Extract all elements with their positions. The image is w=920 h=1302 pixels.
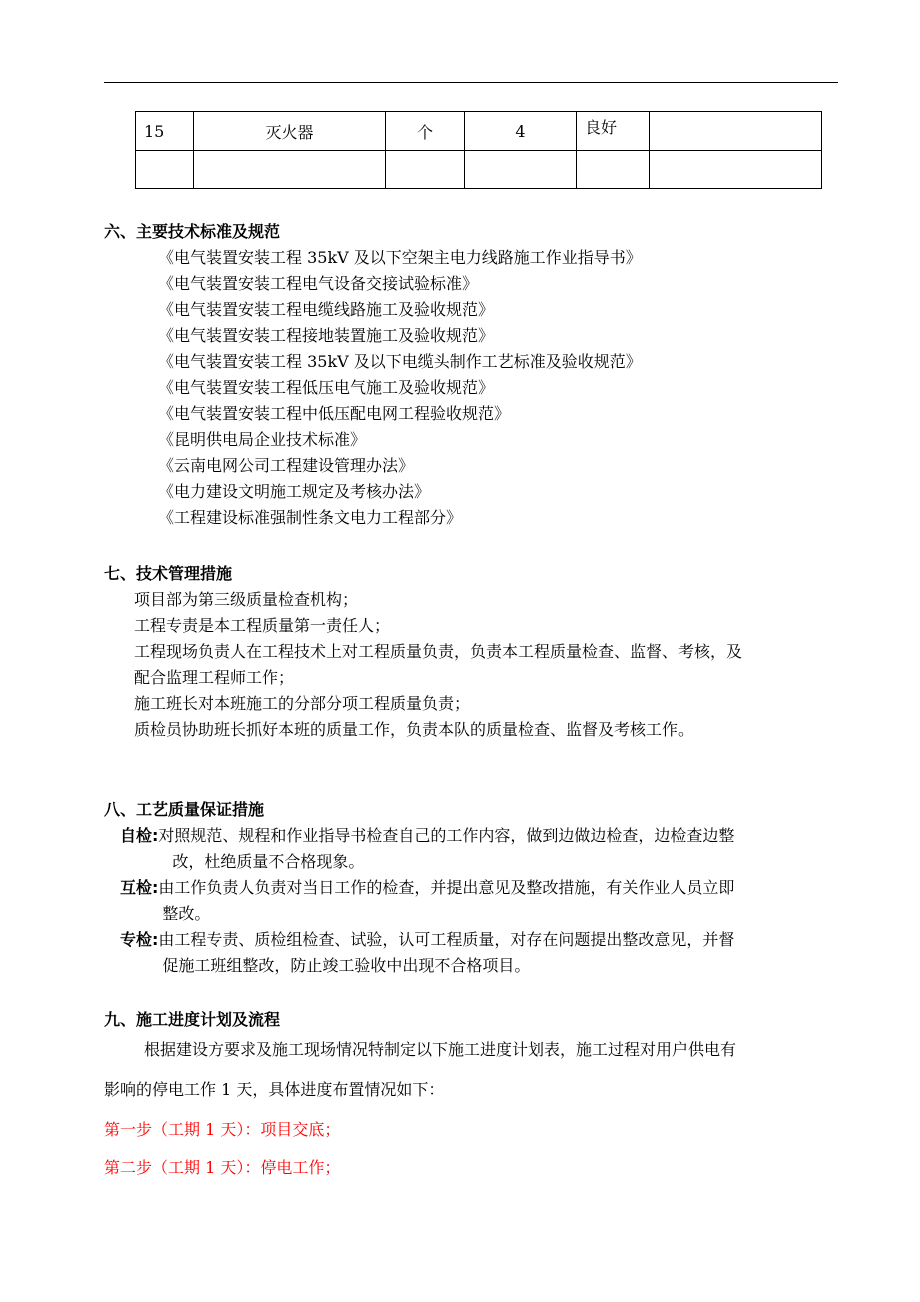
- step-item: 第二步（工期 1 天）：停电工作；: [104, 1158, 341, 1177]
- line: 整改。: [162, 904, 211, 923]
- list-item: 《电气装置安装工程 35kV 及以下电缆头制作工艺标准及验收规范》: [158, 352, 642, 371]
- paragraph: 根据建设方要求及施工现场情况特制定以下施工进度计划表，施工过程对用户供电有: [144, 1040, 737, 1059]
- section-quality: [104, 797, 838, 979]
- paragraph: 配合监理工程师工作；: [134, 668, 295, 687]
- cell-note: [650, 151, 822, 189]
- cell-no: [136, 151, 194, 189]
- section-schedule: [104, 1007, 838, 1183]
- line: 改，杜绝质量不合格现象。: [172, 852, 365, 871]
- table-row: [136, 151, 822, 189]
- section-title: 六、主要技术标准及规范: [104, 222, 281, 241]
- mutual-check-label: 互检:: [120, 878, 159, 897]
- mutual-check-text: [158, 875, 838, 927]
- equipment-table: [135, 111, 822, 189]
- paragraph: 工程专责是本工程质量第一责任人；: [134, 616, 391, 635]
- special-check-label: 专检:: [120, 930, 159, 949]
- list-item: 《电力建设文明施工规定及考核办法》: [158, 482, 431, 501]
- line: 促施工班组整改，防止竣工验收中出现不合格项目。: [162, 956, 531, 975]
- cell-qty: [465, 151, 577, 189]
- paragraph: 影响的停电工作 1 天，具体进度布置情况如下：: [104, 1080, 445, 1099]
- list-item: 《电气装置安装工程接地装置施工及验收规范》: [158, 326, 495, 345]
- header-rule: [104, 82, 838, 83]
- special-check: [104, 927, 838, 979]
- section-title: 八、工艺质量保证措施: [104, 800, 265, 819]
- line: 由工程专责、质检组检查、试验，认可工程质量，对存在问题提出整改意见，并督: [158, 930, 735, 949]
- list-item: 《工程建设标准强制性条文电力工程部分》: [158, 508, 463, 527]
- section-title: 九、施工进度计划及流程: [104, 1010, 281, 1029]
- section-title: 七、技术管理措施: [104, 564, 233, 583]
- paragraph: 工程现场负责人在工程技术上对工程质量负责，负责本工程质量检查、监督、考核，及: [134, 642, 743, 661]
- self-check-label: 自检:: [120, 826, 159, 845]
- step-item: 第一步（工期 1 天）：项目交底；: [104, 1120, 341, 1139]
- cell-no: 15: [136, 112, 194, 151]
- line: 对照规范、规程和作业指导书检查自己的工作内容，做到边做边检查，边检查边整: [158, 826, 735, 845]
- list-item: 《电气装置安装工程中低压配电网工程验收规范》: [158, 404, 511, 423]
- cell-status: 良好: [577, 112, 650, 151]
- cell-name: 灭火器: [194, 112, 386, 151]
- cell-name: [194, 151, 386, 189]
- line: 由工作负责人负责对当日工作的检查，并提出意见及整改措施，有关作业人员立即: [158, 878, 735, 897]
- mutual-check: [104, 875, 838, 927]
- self-check: [104, 823, 838, 875]
- list-item: 《电气装置安装工程电缆线路施工及验收规范》: [158, 300, 495, 319]
- list-item: 《电气装置安装工程 35kV 及以下空架主电力线路施工作业指导书》: [158, 248, 642, 267]
- paragraph: 质检员协助班长抓好本班的质量工作，负责本队的质量检查、监督及考核工作。: [134, 720, 695, 739]
- cell-note: [650, 112, 822, 151]
- list-item: 《电气装置安装工程电气设备交接试验标准》: [158, 274, 479, 293]
- paragraph: 项目部为第三级质量检查机构；: [134, 590, 359, 609]
- cell-unit: [386, 151, 465, 189]
- list-item: 《电气装置安装工程低压电气施工及验收规范》: [158, 378, 495, 397]
- list-item: 《昆明供电局企业技术标准》: [158, 430, 367, 449]
- cell-qty: 4: [465, 112, 577, 151]
- paragraph: 施工班长对本班施工的分部分项工程质量负责；: [134, 694, 471, 713]
- cell-status: [577, 151, 650, 189]
- section-management: [104, 561, 838, 743]
- standards-list: [104, 245, 838, 531]
- self-check-text: [158, 823, 838, 875]
- table-row: [136, 112, 822, 151]
- section-standards: [104, 219, 838, 531]
- special-check-text: [158, 927, 838, 979]
- list-item: 《云南电网公司工程建设管理办法》: [158, 456, 415, 475]
- cell-unit: 个: [386, 112, 465, 151]
